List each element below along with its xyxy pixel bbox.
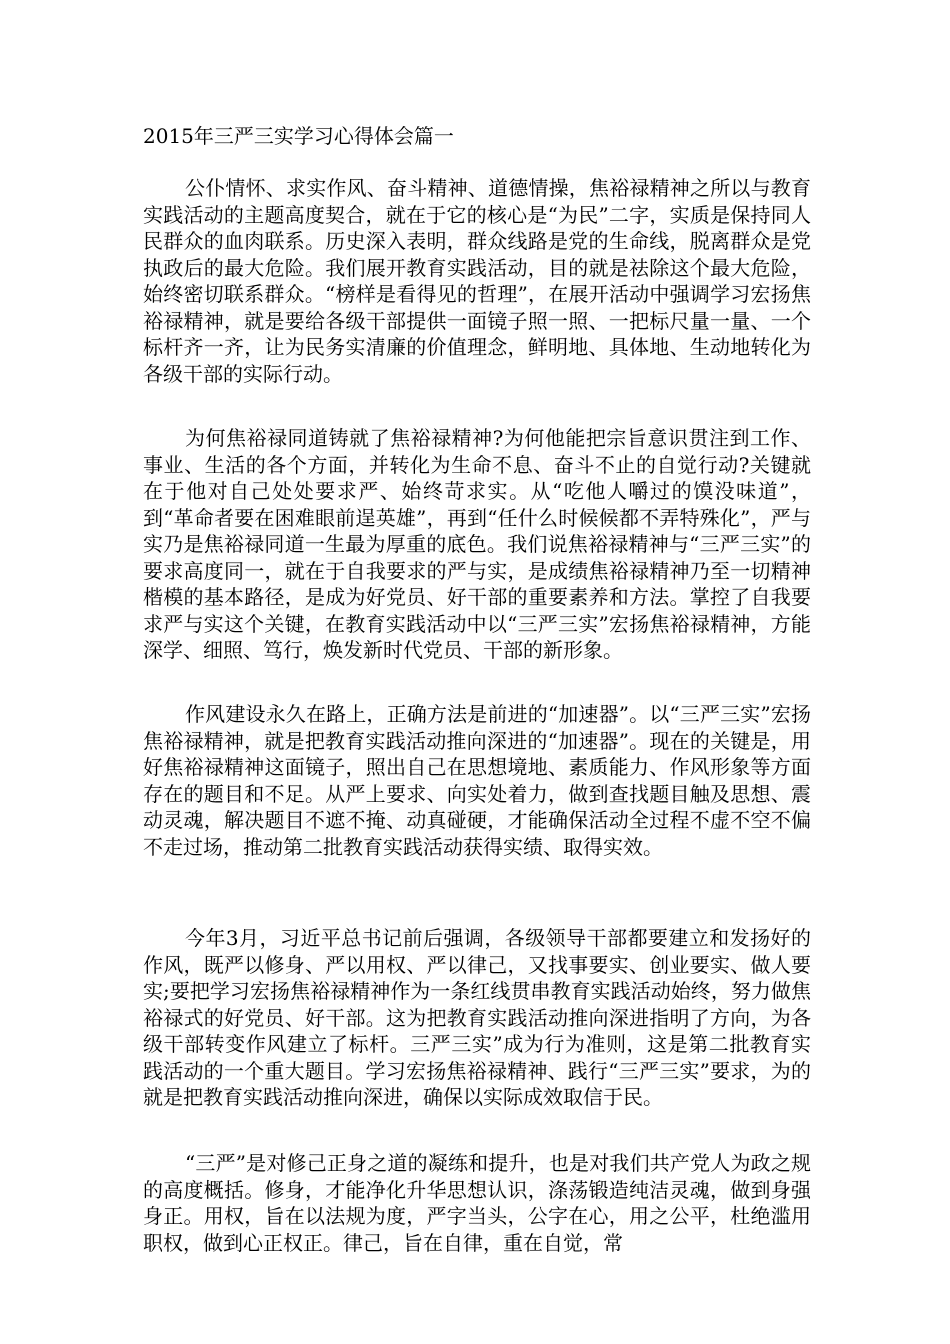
paragraph-1: 公仆情怀、求实作风、奋斗精神、道德情操，焦裕禄精神之所以与教育实践活动的主题高度契合，就在于它的核心是“为民”二字，实质是保持同人民群众的血肉联系。历史深入表明，群众线路是党的生命线，脱离群众是党执政后的最大危险。我们展开教育实践活动，目的就是祛除这个最大危险，始终密切联系群众。“榜样是看得见的哲理”，在展开活动中强调学习宏扬焦裕禄精神，就是要给各级干部提供一面镜子照一照、一把标尺量一量、一个标杆齐一齐，让为民务实清廉的价值理念，鲜明地、具体地、生动地转化为各级干部的实际行动。 (143, 176, 811, 386)
document-title: 2015年三严三实学习心得体会篇一 (143, 124, 454, 148)
paragraph-3: 作风建设永久在路上，正确方法是前进的“加速器”。以“三严三实”宏扬焦裕禄精神，就是把教育实践活动推向深进的“加速器”。现在的关键是，用好焦裕禄精神这面镜子，照出自己在思想境地、素质能力、作风形象等方面存在的题目和不足。从严上要求、向实处着力，做到查找题目触及思想、震动灵魂，解决题目不遮不掩、动真碰硬，才能确保活动全过程不虚不空不偏不走过场，推动第二批教育实践活动获得实绩、取得实效。 (143, 702, 811, 859)
paragraph-2: 为何焦裕禄同道铸就了焦裕禄精神?为何他能把宗旨意识贯注到工作、事业、生活的各个方面，并转化为生命不息、奋斗不止的自觉行动?关键就在于他对自己处处要求严、始终苛求实。从“吃他人嚼过的馍没味道”，到“革命者要在困难眼前逞英雄”，再到“任什么时候候都不弄特殊化”，严与实乃是焦裕禄同道一生最为厚重的底色。我们说焦裕禄精神与“三严三实”的要求高度同一，就在于自我要求的严与实，是成绩焦裕禄精神乃至一切精神楷模的基本路径，是成为好党员、好干部的重要素养和方法。掌控了自我要求严与实这个关键，在教育实践活动中以“三严三实”宏扬焦裕禄精神，方能深学、细照、笃行，焕发新时代党员、干部的新形象。 (143, 426, 811, 662)
paragraph-5: “三严”是对修己正身之道的凝练和提升，也是对我们共产党人为政之规的高度概括。修身，才能净化升华思想认识，涤荡锻造纯洁灵魂，做到身强身正。用权，旨在以法规为度，严字当头，公字在心，用之公平，杜绝滥用职权，做到心正权正。律己，旨在自律，重在自觉，常 (143, 1151, 811, 1255)
paragraph-4: 今年3月，习近平总书记前后强调，各级领导干部都要建立和发扬好的作风，既严以修身、严以用权、严以律己，又找事要实、创业要实、做人要实;要把学习宏扬焦裕禄精神作为一条红线贯串教育实践活动始终，努力做焦裕禄式的好党员、好干部。这为把教育实践活动推向深进指明了方向，为各级干部转变作风建立了标杆。三严三实”成为行为准则，这是第二批教育实践活动的一个重大题目。学习宏扬焦裕禄精神、践行“三严三实”要求，为的就是把教育实践活动推向深进，确保以实际成效取信于民。 (143, 926, 811, 1109)
